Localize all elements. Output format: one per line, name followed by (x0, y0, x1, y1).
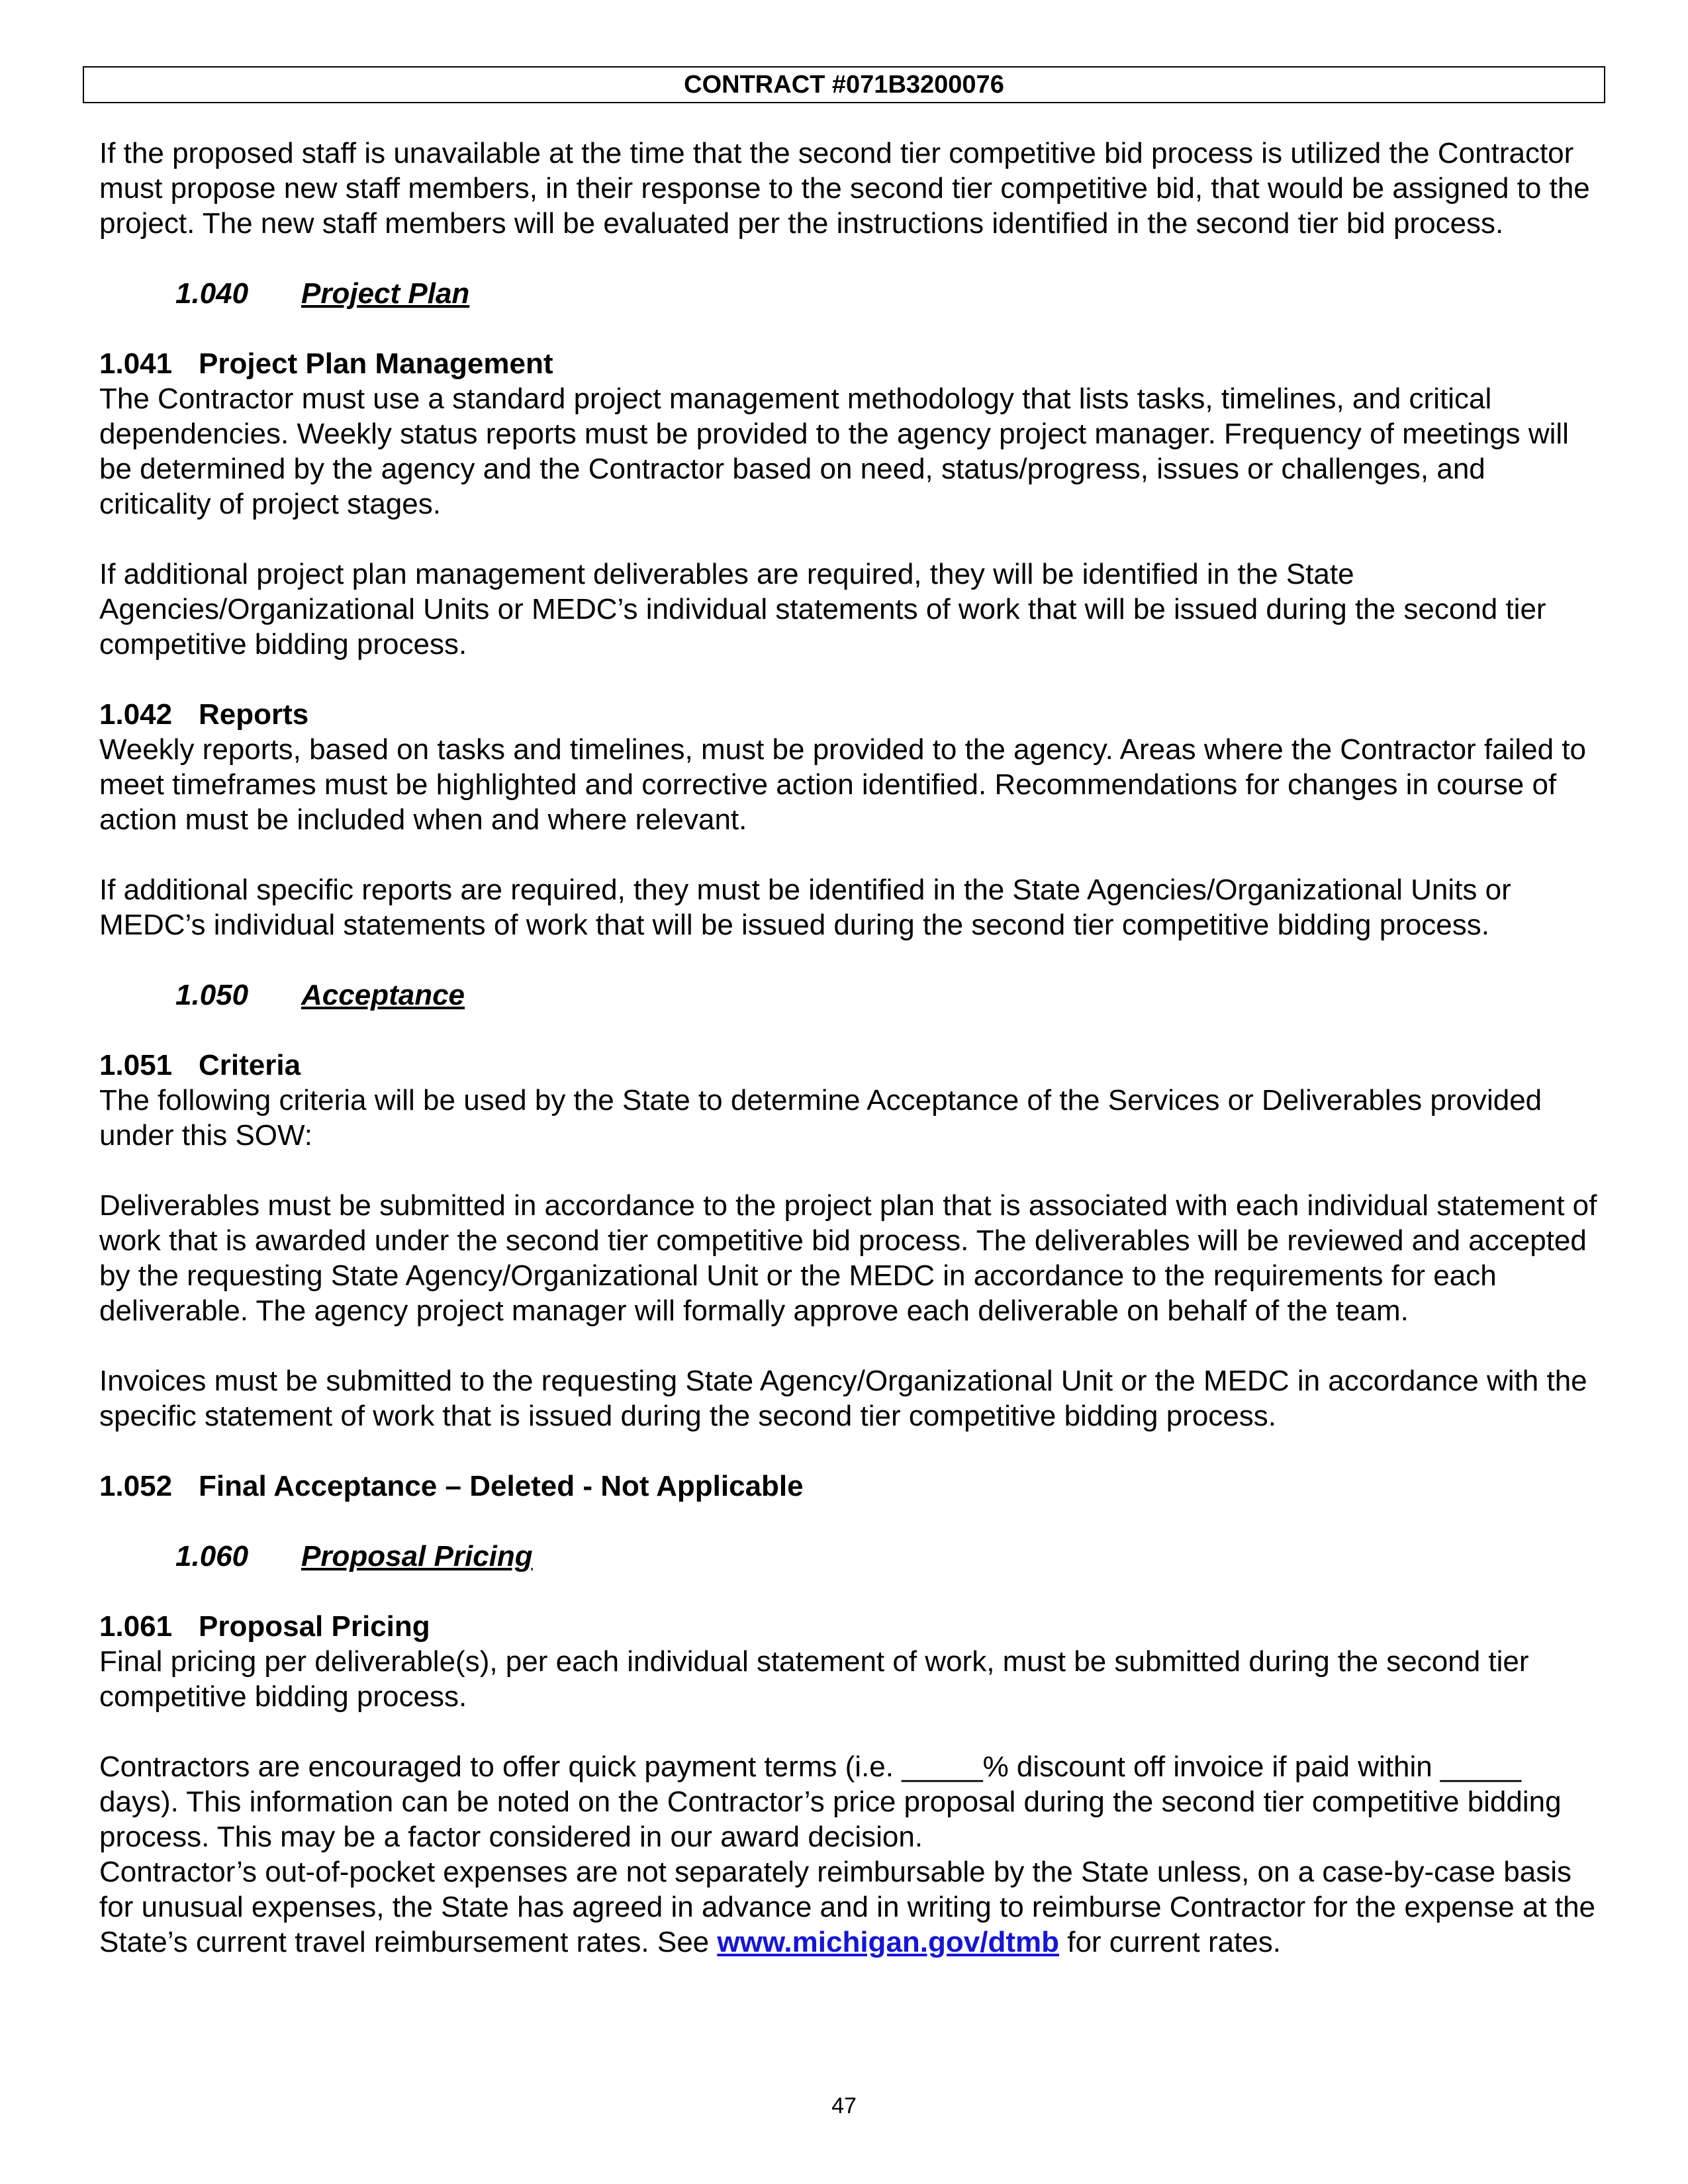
section-number: 1.050 (175, 979, 249, 1011)
subsection-title: Criteria (199, 1049, 301, 1081)
contract-header (83, 66, 1605, 103)
subsection-heading-1051 (99, 1048, 1602, 1083)
subsection-number: 1.051 (99, 1049, 173, 1081)
subsection-number: 1.061 (99, 1610, 173, 1643)
paragraph-1041-a: The Contractor must use a standard project management methodology that lists tasks, timelines, and critical dependencies. Weekly status reports must be provided to the agency project manager. Frequency of meetings will be determined by the agency and the Contractor based on need, status/progress, issues or challenges, and criticality of project stages. (99, 383, 1569, 520)
paragraph-1051-a: The following criteria will be used by the State to determine Acceptance of the Services or Deliverables provided under this SOW: (99, 1084, 1542, 1152)
section-number: 1.040 (175, 277, 249, 310)
section-title: Project Plan (301, 277, 470, 310)
subsection-heading-1041 (99, 346, 1602, 381)
section-heading-1040 (99, 276, 1602, 311)
paragraph-1051-c: Invoices must be submitted to the requesting State Agency/Organizational Unit or the MEDC in accordance with the specific statement of work that is issued during the second tier competitive bidding process. (99, 1365, 1587, 1432)
section-heading-1060 (99, 1539, 1602, 1574)
section-number: 1.060 (175, 1540, 249, 1572)
paragraph-1041-b: If additional project plan management deliverables are required, they will be identified in the State Agencies/Organizational Units or MEDC’s individual statements of work that will be issued during the second tier competitive bidding process. (99, 558, 1546, 660)
subsection-number: 1.041 (99, 347, 173, 380)
subsection-title: Reports (199, 698, 309, 731)
section-title: Proposal Pricing (301, 1540, 533, 1572)
dtmb-link[interactable]: www.michigan.gov/dtmb (717, 1926, 1059, 1958)
expenses-text-end: for current rates. (1059, 1926, 1282, 1958)
expenses-text: Contractor’s out-of-pocket expenses are not separately reimbursable by the State unless, on a case-by-case basis for unusual expenses, the State has agreed in advance and in writing to reimburse Contractor for the expense at the State’s current travel reimbursement rates. See (99, 1856, 1596, 1958)
subsection-title: Project Plan Management (199, 347, 553, 380)
section-title: Acceptance (301, 979, 465, 1011)
paragraph-1042-a: Weekly reports, based on tasks and timelines, must be provided to the agency. Areas where the Contractor failed to meet timeframes must be highlighted and corrective action identified. Recommendations for changes in course of action must be included when and where relevant. (99, 733, 1587, 836)
paragraph-1051-b: Deliverables must be submitted in accordance to the project plan that is associated with each individual statement of work that is awarded under the second tier competitive bid process. The deliverables will be reviewed and accepted by the requesting State Agency/Organizational Unit or the MEDC in accordance to the requirements for each deliverable. The agency project manager will formally approve each deliverable on behalf of the team. (99, 1189, 1597, 1327)
subsection-heading-1061 (99, 1609, 1602, 1644)
paragraph-1061-a: Final pricing per deliverable(s), per each individual statement of work, must be submitted during the second tier competitive bidding process. (99, 1645, 1529, 1713)
paragraph-1061-c (99, 1854, 1602, 1960)
intro-paragraph: If the proposed staff is unavailable at the time that the second tier competitive bid process is utilized the Contractor must propose new staff members, in their response to the second tier competitive bid, that would be assigned to the project. The new staff members will be evaluated per the instructions identified in the second tier bid process. (99, 137, 1590, 240)
subsection-number: 1.042 (99, 698, 173, 731)
subsection-number: 1.052 (99, 1470, 173, 1502)
contract-number: CONTRACT #071B3200076 (684, 71, 1004, 99)
subsection-title: Final Acceptance – Deleted - Not Applicable (199, 1470, 804, 1502)
paragraph-1061-b: Contractors are encouraged to offer quick payment terms (i.e. _____% discount off invoice if paid within _____ days). This information can be noted on the Contractor’s price proposal during the second tier competitive bidding process. This may be a factor considered in our award decision. (99, 1751, 1562, 1853)
page-number: 47 (831, 2093, 857, 2118)
subsection-heading-1042 (99, 697, 1602, 732)
section-heading-1050 (99, 978, 1602, 1013)
paragraph-1042-b: If additional specific reports are required, they must be identified in the State Agencies/Organizational Units or MEDC’s individual statements of work that will be issued during the second tier competitive bidding process. (99, 874, 1511, 941)
subsection-title: Proposal Pricing (199, 1610, 430, 1643)
subsection-heading-1052 (99, 1469, 1602, 1504)
document-body (99, 136, 1602, 1960)
